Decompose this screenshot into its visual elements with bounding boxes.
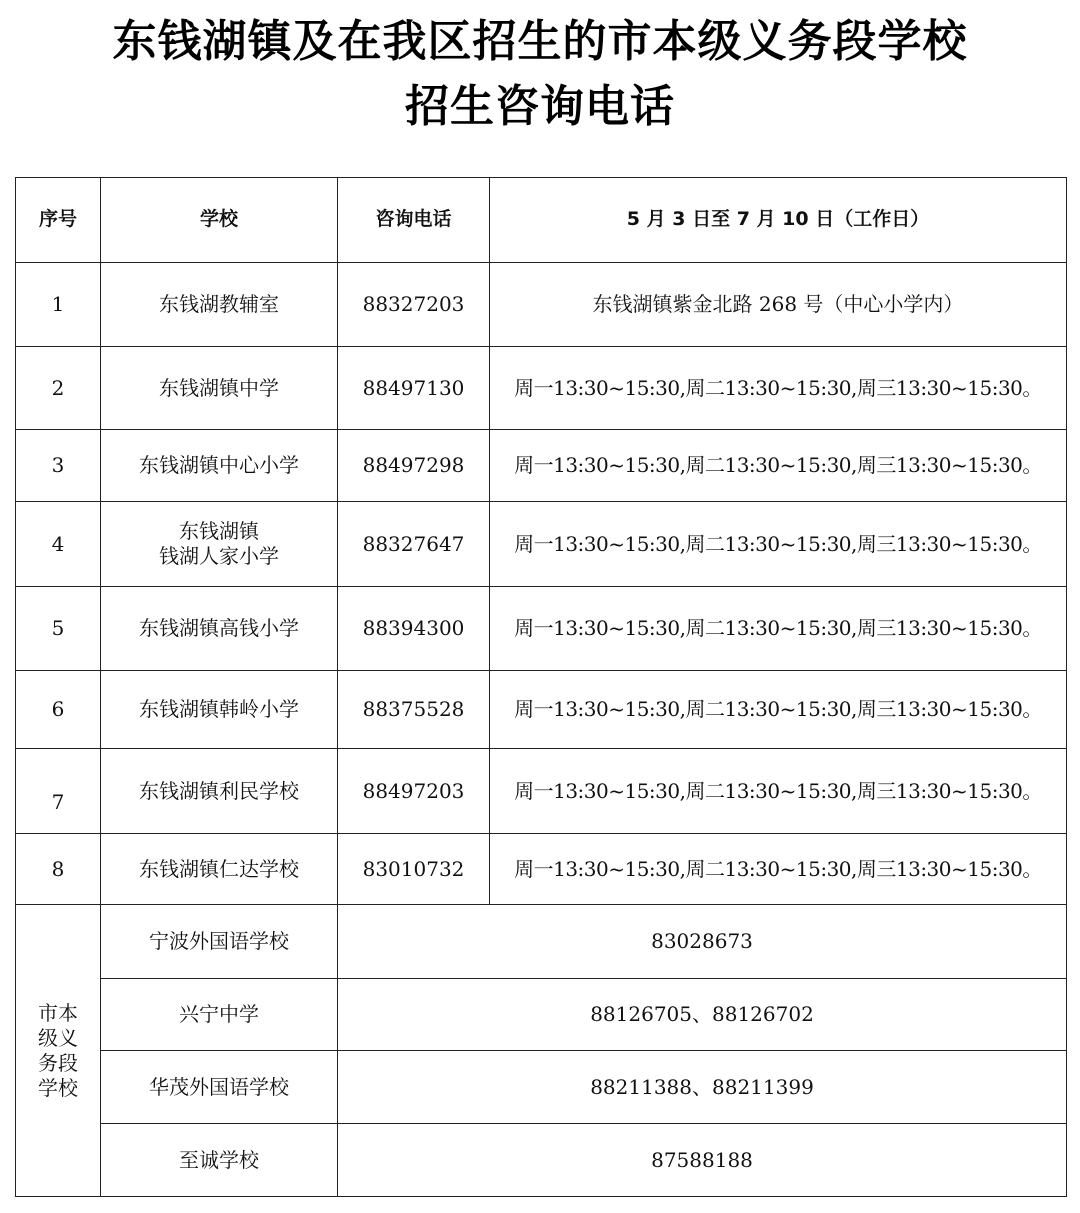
table-row [16,587,1067,671]
consult-hours: 周一13:30~15:30,周二13:30~15:30,周三13:30~15:30。 [490,347,1067,430]
table-row [16,671,1067,749]
document-title-line1: 东钱湖镇及在我区招生的市本级义务段学校 [112,16,968,67]
table-row [16,1051,1067,1124]
phone-number: 88497298 [338,430,490,502]
table-row [16,749,1067,834]
row-number: 6 [16,671,101,749]
table-row [16,502,1067,587]
school-name-line1: 东钱湖镇 [179,519,259,543]
row-number: 3 [16,430,101,502]
row-number: 4 [16,502,101,587]
school-name: 东钱湖镇高钱小学 [101,587,338,671]
city-level-group-label: 市本级义务段学校 [16,905,101,1197]
table-header-row [16,178,1067,263]
phone-number: 83028673 [338,905,1067,979]
header-number: 序号 [16,178,101,263]
school-name: 东钱湖镇仁达学校 [101,834,338,905]
consult-hours: 周一13:30~15:30,周二13:30~15:30,周三13:30~15:30。 [490,430,1067,502]
row-number: 7 [16,749,101,834]
table-row [16,834,1067,905]
table-row [16,905,1067,979]
school-name: 东钱湖镇中心小学 [101,430,338,502]
header-hours: 5 月 3 日至 7 月 10 日（工作日） [490,178,1067,263]
consult-hours: 周一13:30~15:30,周二13:30~15:30,周三13:30~15:30。 [490,587,1067,671]
consult-hours: 周一13:30~15:30,周二13:30~15:30,周三13:30~15:30。 [490,834,1067,905]
school-name: 华茂外国语学校 [101,1051,338,1124]
school-name: 东钱湖镇韩岭小学 [101,671,338,749]
row-number: 1 [16,263,101,347]
phone-number: 83010732 [338,834,490,905]
phone-number: 87588188 [338,1124,1067,1197]
phone-number: 88327647 [338,502,490,587]
phone-number: 88126705、88126702 [338,979,1067,1051]
phone-number: 88211388、88211399 [338,1051,1067,1124]
school-name: 东钱湖镇中学 [101,347,338,430]
row-number: 5 [16,587,101,671]
consult-hours: 周一13:30~15:30,周二13:30~15:30,周三13:30~15:30。 [490,671,1067,749]
school-name: 宁波外国语学校 [101,905,338,979]
school-name: 东钱湖教辅室 [101,263,338,347]
row-number: 8 [16,834,101,905]
school-name: 东钱湖镇利民学校 [101,749,338,834]
phone-number: 88394300 [338,587,490,671]
school-name: 兴宁中学 [101,979,338,1051]
table-row [16,979,1067,1051]
consult-hours: 周一13:30~15:30,周二13:30~15:30,周三13:30~15:30。 [490,502,1067,587]
header-phone: 咨询电话 [338,178,490,263]
school-name: 至诚学校 [101,1124,338,1197]
document-title-line2: 招生咨询电话 [405,81,675,132]
phone-number: 88327203 [338,263,490,347]
school-name [101,502,338,587]
contact-table [15,177,1067,1197]
phone-number: 88497130 [338,347,490,430]
phone-number: 88375528 [338,671,490,749]
consult-info: 东钱湖镇紫金北路 268 号（中心小学内） [490,263,1067,347]
table-row [16,1124,1067,1197]
table-row [16,347,1067,430]
phone-number: 88497203 [338,749,490,834]
school-name-line2: 钱湖人家小学 [159,544,279,568]
table-row [16,430,1067,502]
table-row [16,263,1067,347]
header-school: 学校 [101,178,338,263]
row-number: 2 [16,347,101,430]
consult-hours: 周一13:30~15:30,周二13:30~15:30,周三13:30~15:30。 [490,749,1067,834]
